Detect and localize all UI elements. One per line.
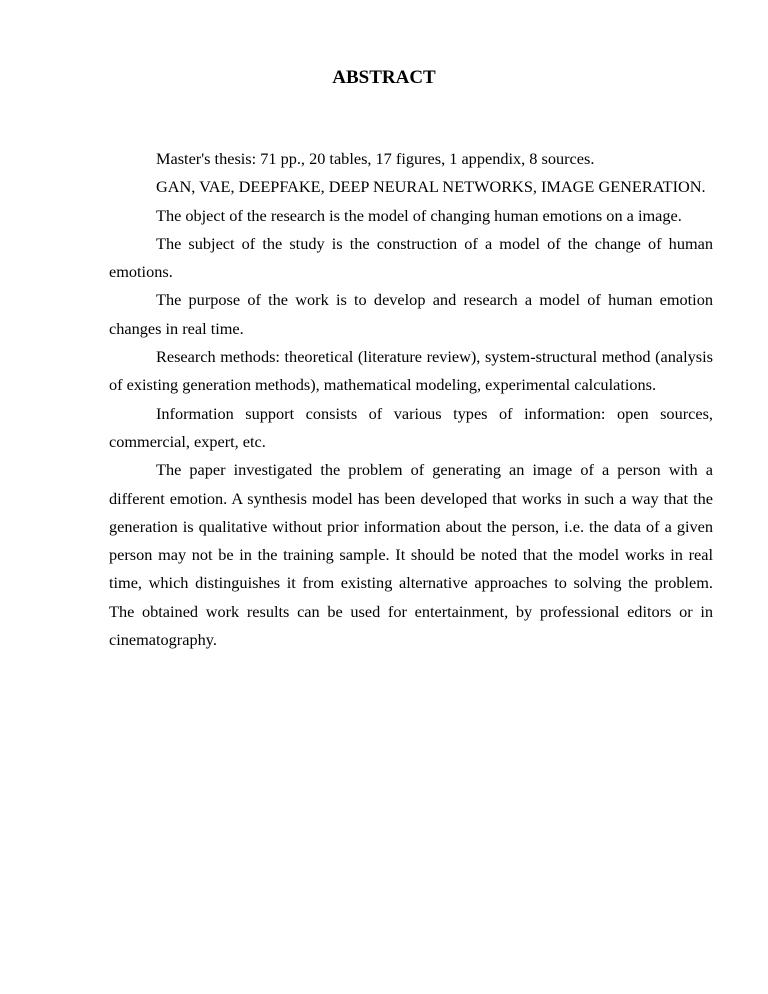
- methods-paragraph: Research methods: theoretical (literature review), system-structural method (analysis of existing generation methods), mathematical modeling, experimental calculations.: [109, 347, 713, 395]
- thesis-summary-paragraph: Master's thesis: 71 pp., 20 tables, 17 figures, 1 appendix, 8 sources.: [156, 149, 595, 168]
- abstract-body: [109, 145, 713, 654]
- abstract-title: ABSTRACT: [332, 67, 436, 88]
- purpose-paragraph: The purpose of the work is to develop and research a model of human emotion changes in real time.: [109, 290, 713, 338]
- results-paragraph: The paper investigated the problem of generating an image of a person with a different emotion. A synthesis model has been developed that works in such a way that the generation is qualitative without prior information about the person, i.e. the data of a given person may not be in the training sample. It should be noted that the model works in real time, which distinguishes it from existing alternative approaches to solving the problem. The obtained work results can be used for entertainment, by professional editors or in cinematography.: [109, 460, 713, 650]
- research-subject-paragraph: The subject of the study is the construction of a model of the change of human emotions.: [109, 233, 713, 282]
- keywords-paragraph: GAN, VAE, DEEPFAKE, DEEP NEURAL NETWORKS, IMAGE GENERATION.: [156, 177, 706, 197]
- information-support-paragraph: Information support consists of various types of information: open sources, commercial, expert, etc.: [109, 403, 713, 451]
- research-object-paragraph: The object of the research is the model of changing human emotions on a image.: [156, 205, 682, 225]
